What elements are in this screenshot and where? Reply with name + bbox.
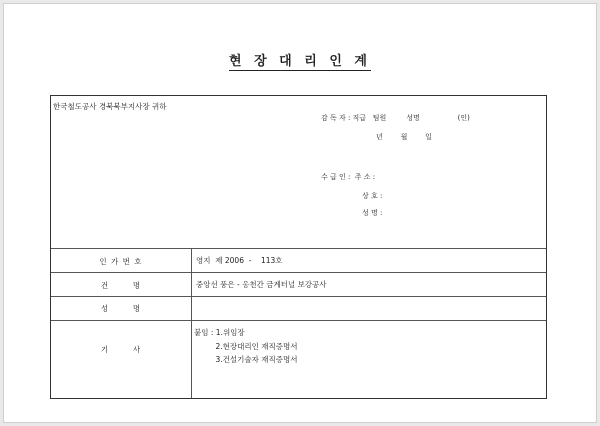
receiver-name: 성 명 : (362, 209, 383, 217)
divider (51, 296, 546, 297)
company-line: 상 호 : (362, 192, 383, 200)
remarks-item: 붙임 : 1.위임장 (194, 328, 245, 337)
remarks-item: 2.현장대리인 재직증명서 (194, 341, 298, 351)
column-divider (191, 248, 192, 398)
permit-number-value: 영지 제 2006 - 113호 (196, 256, 283, 265)
remarks-list (194, 326, 297, 367)
addressee-text: 한국철도공사 경북북부지사장 귀하 (53, 102, 167, 111)
divider (51, 320, 546, 321)
receiver-address: 수 급 인 : 주 소 : (321, 173, 376, 181)
document-page (3, 3, 597, 423)
remarks-label: 기 사 (100, 345, 142, 354)
case-name-label: 건 명 (100, 281, 142, 290)
form-table (50, 95, 547, 399)
document-title: 현 장 대 리 인 계 (229, 54, 371, 69)
date-line: 년 월 일 (376, 133, 432, 141)
divider (51, 248, 546, 249)
permit-number-label: 인 가 번 호 (99, 257, 143, 266)
person-name-label: 성 명 (100, 304, 142, 313)
divider (51, 272, 546, 273)
remarks-item: 3.건설기술자 재직증명서 (194, 355, 298, 364)
supervisor-line: 감 독 자 : 직급 팀원 성명 (인) (321, 114, 470, 122)
case-name-value: 중앙선 풍은 - 옹천간 금계터널 보강공사 (196, 280, 327, 289)
